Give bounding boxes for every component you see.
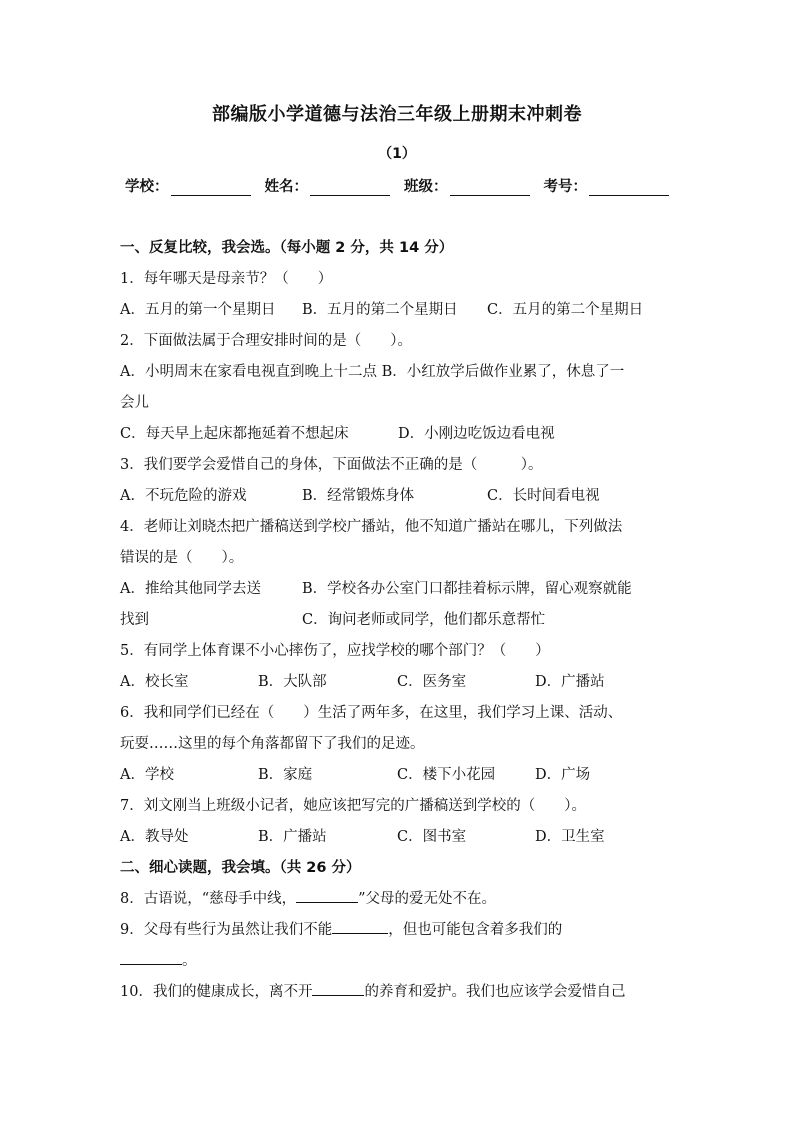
question-7-option-d[interactable]: D．卫生室 [535,829,605,845]
question-4-options-line1 [120,574,680,605]
question-4-options-line2 [120,605,680,636]
question-7-option-c[interactable]: C．图书室 [397,829,467,845]
question-6-stem-line2: 玩耍……这里的每个角落都留下了我们的足迹。 [120,736,425,752]
question-8-blank[interactable] [296,886,358,903]
question-9-blank-1[interactable] [332,917,388,934]
class-label: 班级： [404,179,448,195]
question-8-text-after: ”父母的爱无处不在。 [358,891,497,907]
question-10-text-before: 10．我们的健康成长，离不开 [120,984,313,1000]
school-blank[interactable] [171,180,251,196]
question-3-option-a[interactable]: A．不玩危险的游戏 [120,488,247,504]
question-2-options-cd [120,419,680,450]
section1-heading: 一、反复比较，我会选。（每小题 2 分，共 14 分） [120,240,454,256]
question-1-option-b[interactable]: B．五月的第二个星期日 [302,302,458,318]
question-2-option-d[interactable]: D．小刚边吃饭边看电视 [398,426,555,442]
question-6-option-a[interactable]: A．学校 [120,767,174,783]
question-7-options [120,822,680,853]
question-2-options-ab-line1[interactable]: A．小明周末在家看电视直到晚上十二点 B．小红放学后做作业累了，休息了一 [120,364,625,380]
question-1-options [120,295,680,326]
class-blank[interactable] [450,180,530,196]
exam-content [120,233,680,1008]
name-label: 姓名： [264,179,308,195]
question-3-options [120,481,680,512]
question-7-option-b[interactable]: B．广播站 [258,829,327,845]
question-5-option-c[interactable]: C．医务室 [397,674,467,690]
question-4-option-b-cont[interactable]: 找到 [120,612,149,628]
question-6-option-c[interactable]: C．楼下小花园 [397,767,496,783]
question-6-option-b[interactable]: B．家庭 [258,767,313,783]
question-3-option-b[interactable]: B．经常锻炼身体 [302,488,415,504]
question-8-text-before: 8．古语说，“慈母手中线， [120,891,297,907]
question-3-stem: 3．我们要学会爱惜自己的身体，下面做法不正确的是（ ）。 [120,457,543,473]
question-9-line1 [120,915,680,946]
page-title: 部编版小学道德与法治三年级上册期末冲刺卷 [212,104,582,125]
question-6-options [120,760,680,791]
question-5-option-b[interactable]: B．大队部 [258,674,327,690]
question-10 [120,977,680,1008]
question-5-options [120,667,680,698]
question-4-option-b[interactable]: B．学校各办公室门口都挂着标示牌，留心观察就能 [302,581,632,597]
question-1-option-c[interactable]: C．五月的第二个星期日 [487,302,644,318]
question-3-option-c[interactable]: C．长时间看电视 [487,488,600,504]
question-6-stem-line1: 6．我和同学们已经在（ ）生活了两年多，在这里，我们学习上课、活动、 [120,705,623,721]
section2-heading: 二、细心读题，我会填。（共 26 分） [120,860,361,876]
question-1-stem: 1．每年哪天是母亲节？（ ） [120,271,333,287]
number-blank[interactable] [589,180,669,196]
question-4-stem-line2: 错误的是（ ）。 [120,550,244,566]
page-subtitle: （1） [378,146,416,162]
name-field [265,175,391,196]
question-10-blank[interactable] [312,979,364,996]
question-5-option-a[interactable]: A．校长室 [120,674,189,690]
question-5-stem: 5．有同学上体育课不小心摔伤了，应找学校的哪个部门？（ ） [120,643,550,659]
student-info-row [125,175,685,196]
question-4-option-c[interactable]: C．询问老师或同学，他们都乐意帮忙 [302,612,546,628]
class-field [404,175,530,196]
question-10-text-after: 的养育和爱护。我们也应该学会爱惜自己 [364,984,626,1000]
number-label: 考号： [543,179,587,195]
question-7-stem: 7．刘文刚当上班级小记者，她应该把写完的广播稿送到学校的（ ）。 [120,798,586,814]
question-1-option-a[interactable]: A．五月的第一个星期日 [120,302,276,318]
question-9-text-before: 9．父母有些行为虽然让我们不能 [120,922,333,938]
question-8 [120,884,680,915]
school-field [125,175,251,196]
question-9-text-middle: ，但也可能包含着多我们的 [388,922,563,938]
question-2-stem: 2．下面做法属于合理安排时间的是（ ）。 [120,333,412,349]
question-9-blank-2[interactable] [120,948,182,965]
question-9-text-end: 。 [182,953,197,969]
question-9-line2 [120,946,680,977]
school-label: 学校： [125,179,169,195]
question-5-option-d[interactable]: D．广播站 [535,674,605,690]
question-2-options-ab-line2[interactable]: 会儿 [120,395,149,411]
number-field [544,175,670,196]
question-2-option-c[interactable]: C．每天早上起床都拖延着不想起床 [120,426,349,442]
question-6-option-d[interactable]: D．广场 [535,767,591,783]
name-blank[interactable] [310,180,390,196]
question-7-option-a[interactable]: A．教导处 [120,829,189,845]
question-4-option-a[interactable]: A．推给其他同学去送 [120,581,261,597]
question-4-stem-line1: 4．老师让刘晓杰把广播稿送到学校广播站，他不知道广播站在哪儿，下列做法 [120,519,623,535]
